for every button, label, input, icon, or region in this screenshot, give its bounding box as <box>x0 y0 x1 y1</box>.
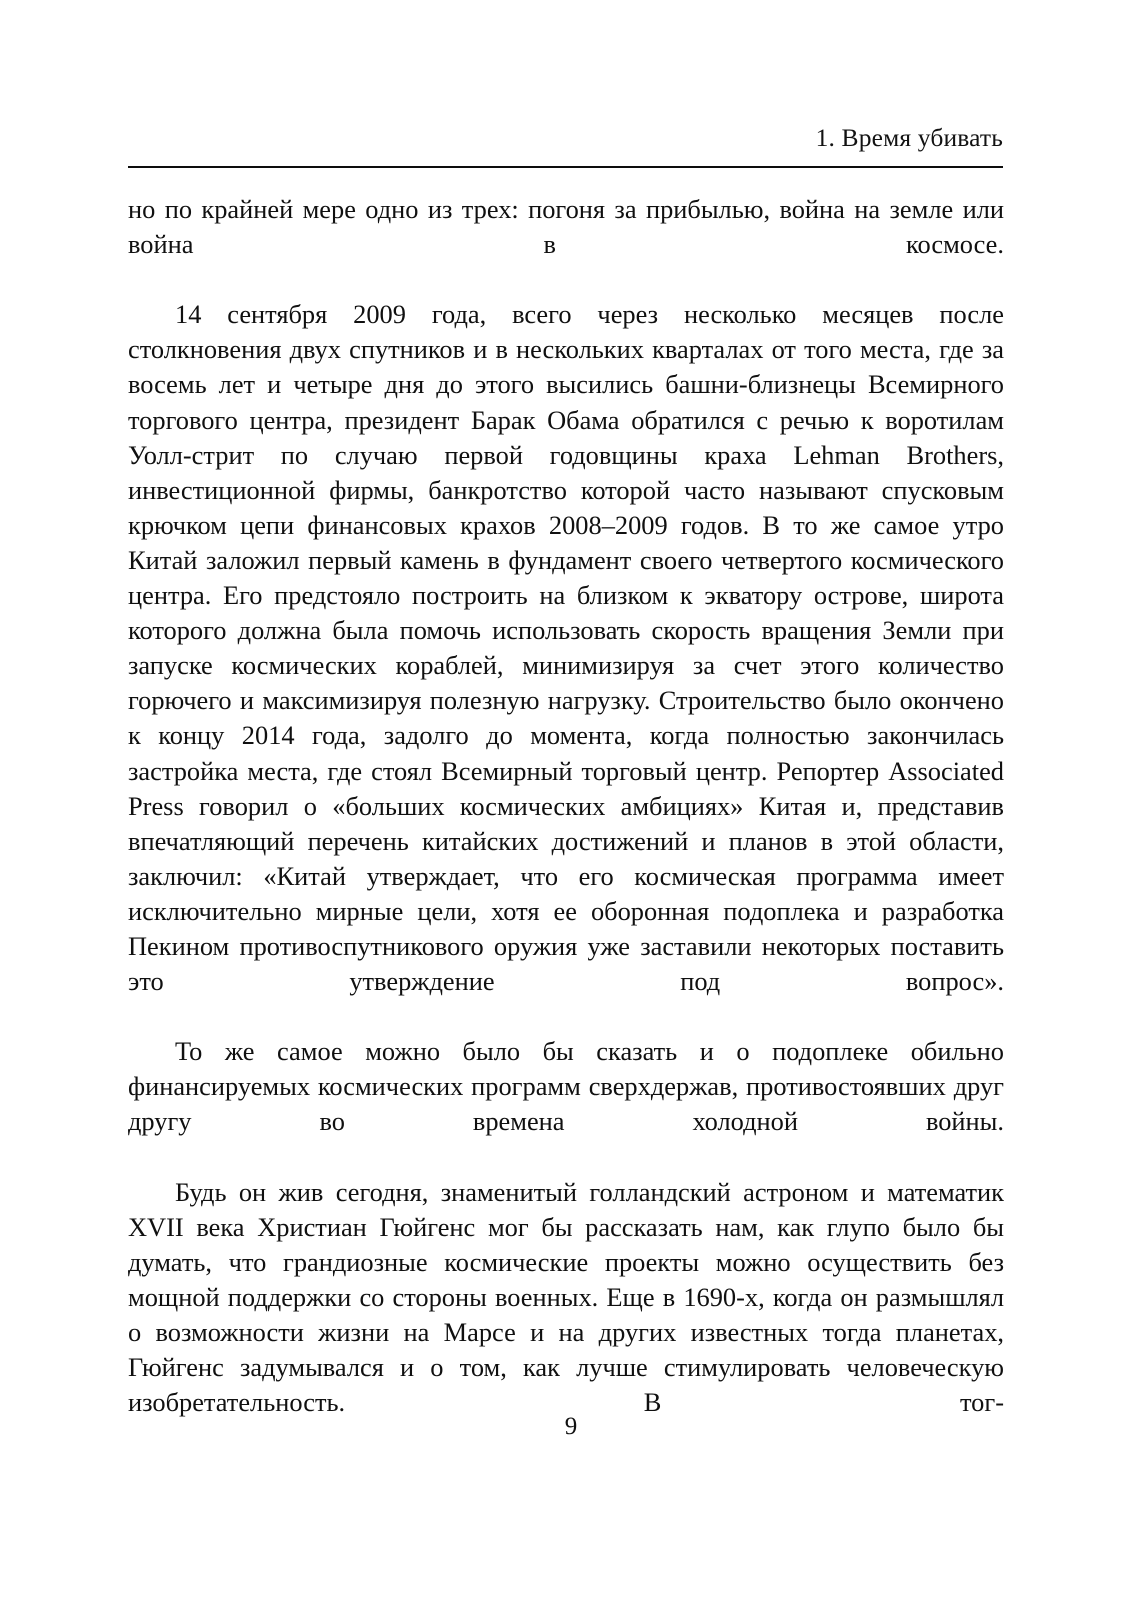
running-head <box>128 122 1003 154</box>
body-text-block <box>128 192 1004 1455</box>
page-footer <box>0 1412 1142 1442</box>
page-number: 9 <box>564 1413 578 1440</box>
header-divider-rule <box>128 166 1003 168</box>
running-head-chapter-title: 1. Время убивать <box>815 123 1003 152</box>
paragraph: но по крайней мере одно из трех: погоня за прибылью, война на земле или война в космосе. <box>128 194 1004 260</box>
paragraph: То же самое можно было бы сказать и о подоплеке обильно финансируемых космических программ сверхдержав, противостоявших друг другу во времена холодной войны. <box>128 1036 1004 1137</box>
paragraph: Будь он жив сегодня, знаменитый голландский астроном и математик XVII века Христиан Гюйгенс мог бы рассказать нам, как глупо было бы думать, что грандиозные космические проекты можно осуществить без мощной поддержки со стороны военных. Еще в 1690-х, когда он размышлял о возможности жизни на Марсе и на других известных тогда планетах, Гюйгенс задумывался и о том, как лучше стимулировать человеческую изобретательность. В тог- <box>128 1176 1004 1418</box>
paragraph: 14 сентября 2009 года, всего через несколько месяцев после столкновения двух спутников и в нескольких кварталах от того места, где за восемь лет и четыре дня до этого высились башни-близнецы Всемирного торгового центра, президент Барак Обама обратился с речью к воротилам Уолл-стрит по случаю первой годовщины краха Lehman Brothers, инвестиционной фирмы, банкротство которой часто называют спусковым крючком цепи финансовых крахов 2008–2009 годов. В то же самое утро Китай заложил первый камень в фундамент своего четвертого космического центра. Его предстояло построить на близком к экватору острове, широта которого должна была помочь использовать скорость вращения Земли при запуске космических кораблей, минимизируя за счет этого количество горючего и максимизируя полезную нагрузку. Строительство было окончено к концу 2014 года, задолго до момента, когда полностью закончилась застройка места, где стоял Всемирный торговый центр. Репортер Associated Press говорил о «больших космических амбициях» Китая и, представив впечатляющий перечень китайских достижений и планов в этой области, заключил: «Китай утверждает, что его космическая программа имеет исключительно мирные цели, хотя ее оборонная подоплека и разработка Пекином противоспутникового оружия уже заставили некоторых поставить это утверждение под вопрос». <box>128 299 1004 997</box>
